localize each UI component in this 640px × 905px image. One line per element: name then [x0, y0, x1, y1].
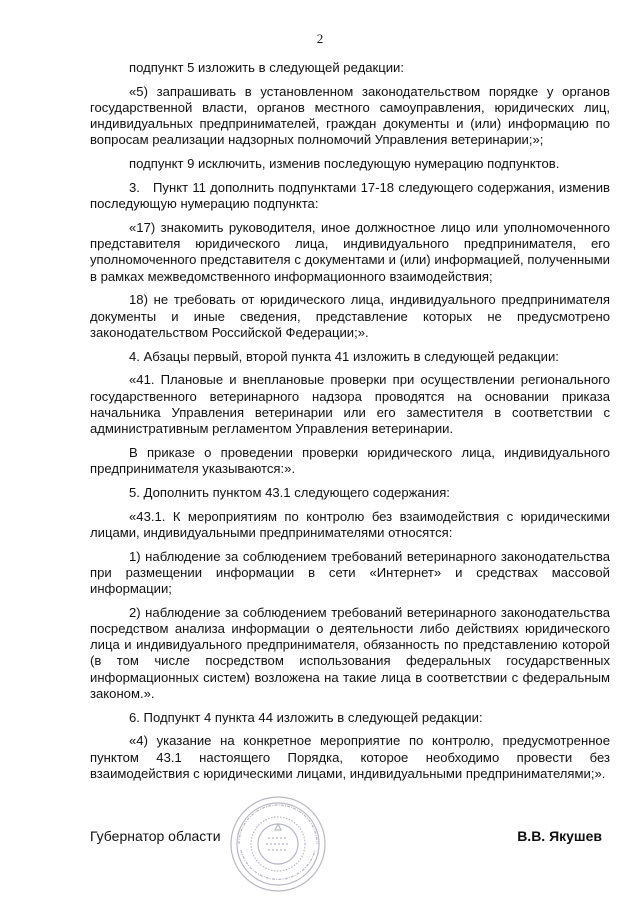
paragraph: «17) знакомить руководителя, иное должностное лицо или уполномоченного представителя юридического лица, индивидуального предпринимателя, его уполномоченного представителя с документами и (или) информацией, полученными в рамках межведомственного информационного взаимодействия;	[90, 220, 610, 284]
paragraph: подпункт 5 изложить в следующей редакции:	[129, 60, 404, 75]
signatory-title: Губернатор области	[90, 828, 221, 844]
paragraph: «43.1. К мероприятиям по контролю без взаимодействия с юридическими лицами, индивидуальными предпринимателями относятся:	[90, 508, 610, 540]
paragraph: 3. Пункт 11 дополнить подпунктами 17-18 следующего содержания, изменив последующую нумерацию подпункта:	[90, 180, 610, 212]
paragraph: «4) указание на конкретное мероприятие по контролю, предусмотренное пунктом 43.1 настоящего Порядка, которое необходимо провести без взаимодействия с юридическими лицами, индивидуальными предпринимателями;».	[90, 733, 610, 781]
document-body	[90, 60, 610, 790]
paragraph: 18) не требовать от юридического лица, индивидуального предпринимателя документы и иные сведения, представление которых не предусмотрено законодательством Российской Федерации;».	[90, 292, 610, 340]
paragraph: 4. Абзацы первый, второй пункта 41 изложить в следующей редакции:	[129, 348, 559, 364]
paragraph: 6. Подпункт 4 пункта 44 изложить в следующей редакции:	[129, 709, 483, 725]
paragraph: 1) наблюдение за соблюдением требований ветеринарного законодательства при размещении информации в сети «Интернет» и средствах массовой информации;	[90, 548, 610, 597]
paragraph: «41. Плановые и внеплановые проверки при осуществлении регионального государственного ветеринарного надзора проводятся на основании приказа начальника Управления ветеринарии или его заместителя в соответствии с административным регламентом Управления ветеринарии.	[90, 372, 610, 437]
page-number: 2	[316, 31, 324, 46]
paragraph: «5) запрашивать в установленном законодательством порядке у органов государственной власти, органов местного самоуправления, юридических лиц, индивидуальных предпринимателей, граждан документы и (или) информацию по вопросам реализации надзорных полномочий Управления ветеринарии;»;	[90, 83, 610, 148]
paragraph: 2) наблюдение за соблюдением требований ветеринарного законодательства посредством анализа информации о деятельности либо действиях юридического лица и индивидуального предпринимателя, обязанность по представлению которой (в том числе посредством использования федеральных государственных информационных систем) возложена на такие лица в соответствии с федеральным законом.».	[90, 604, 610, 701]
paragraph: 5. Дополнить пунктом 43.1 следующего содержания:	[129, 484, 450, 500]
paragraph: подпункт 9 исключить, изменив последующую нумерацию подпунктов.	[129, 156, 560, 172]
signature-block	[90, 828, 610, 852]
paragraph: В приказе о проведении проверки юридического лица, индивидуального предпринимателя указываются:».	[90, 444, 610, 477]
signatory-name: В.В. Якушев	[517, 828, 602, 844]
stamp-seal-icon	[228, 794, 328, 894]
